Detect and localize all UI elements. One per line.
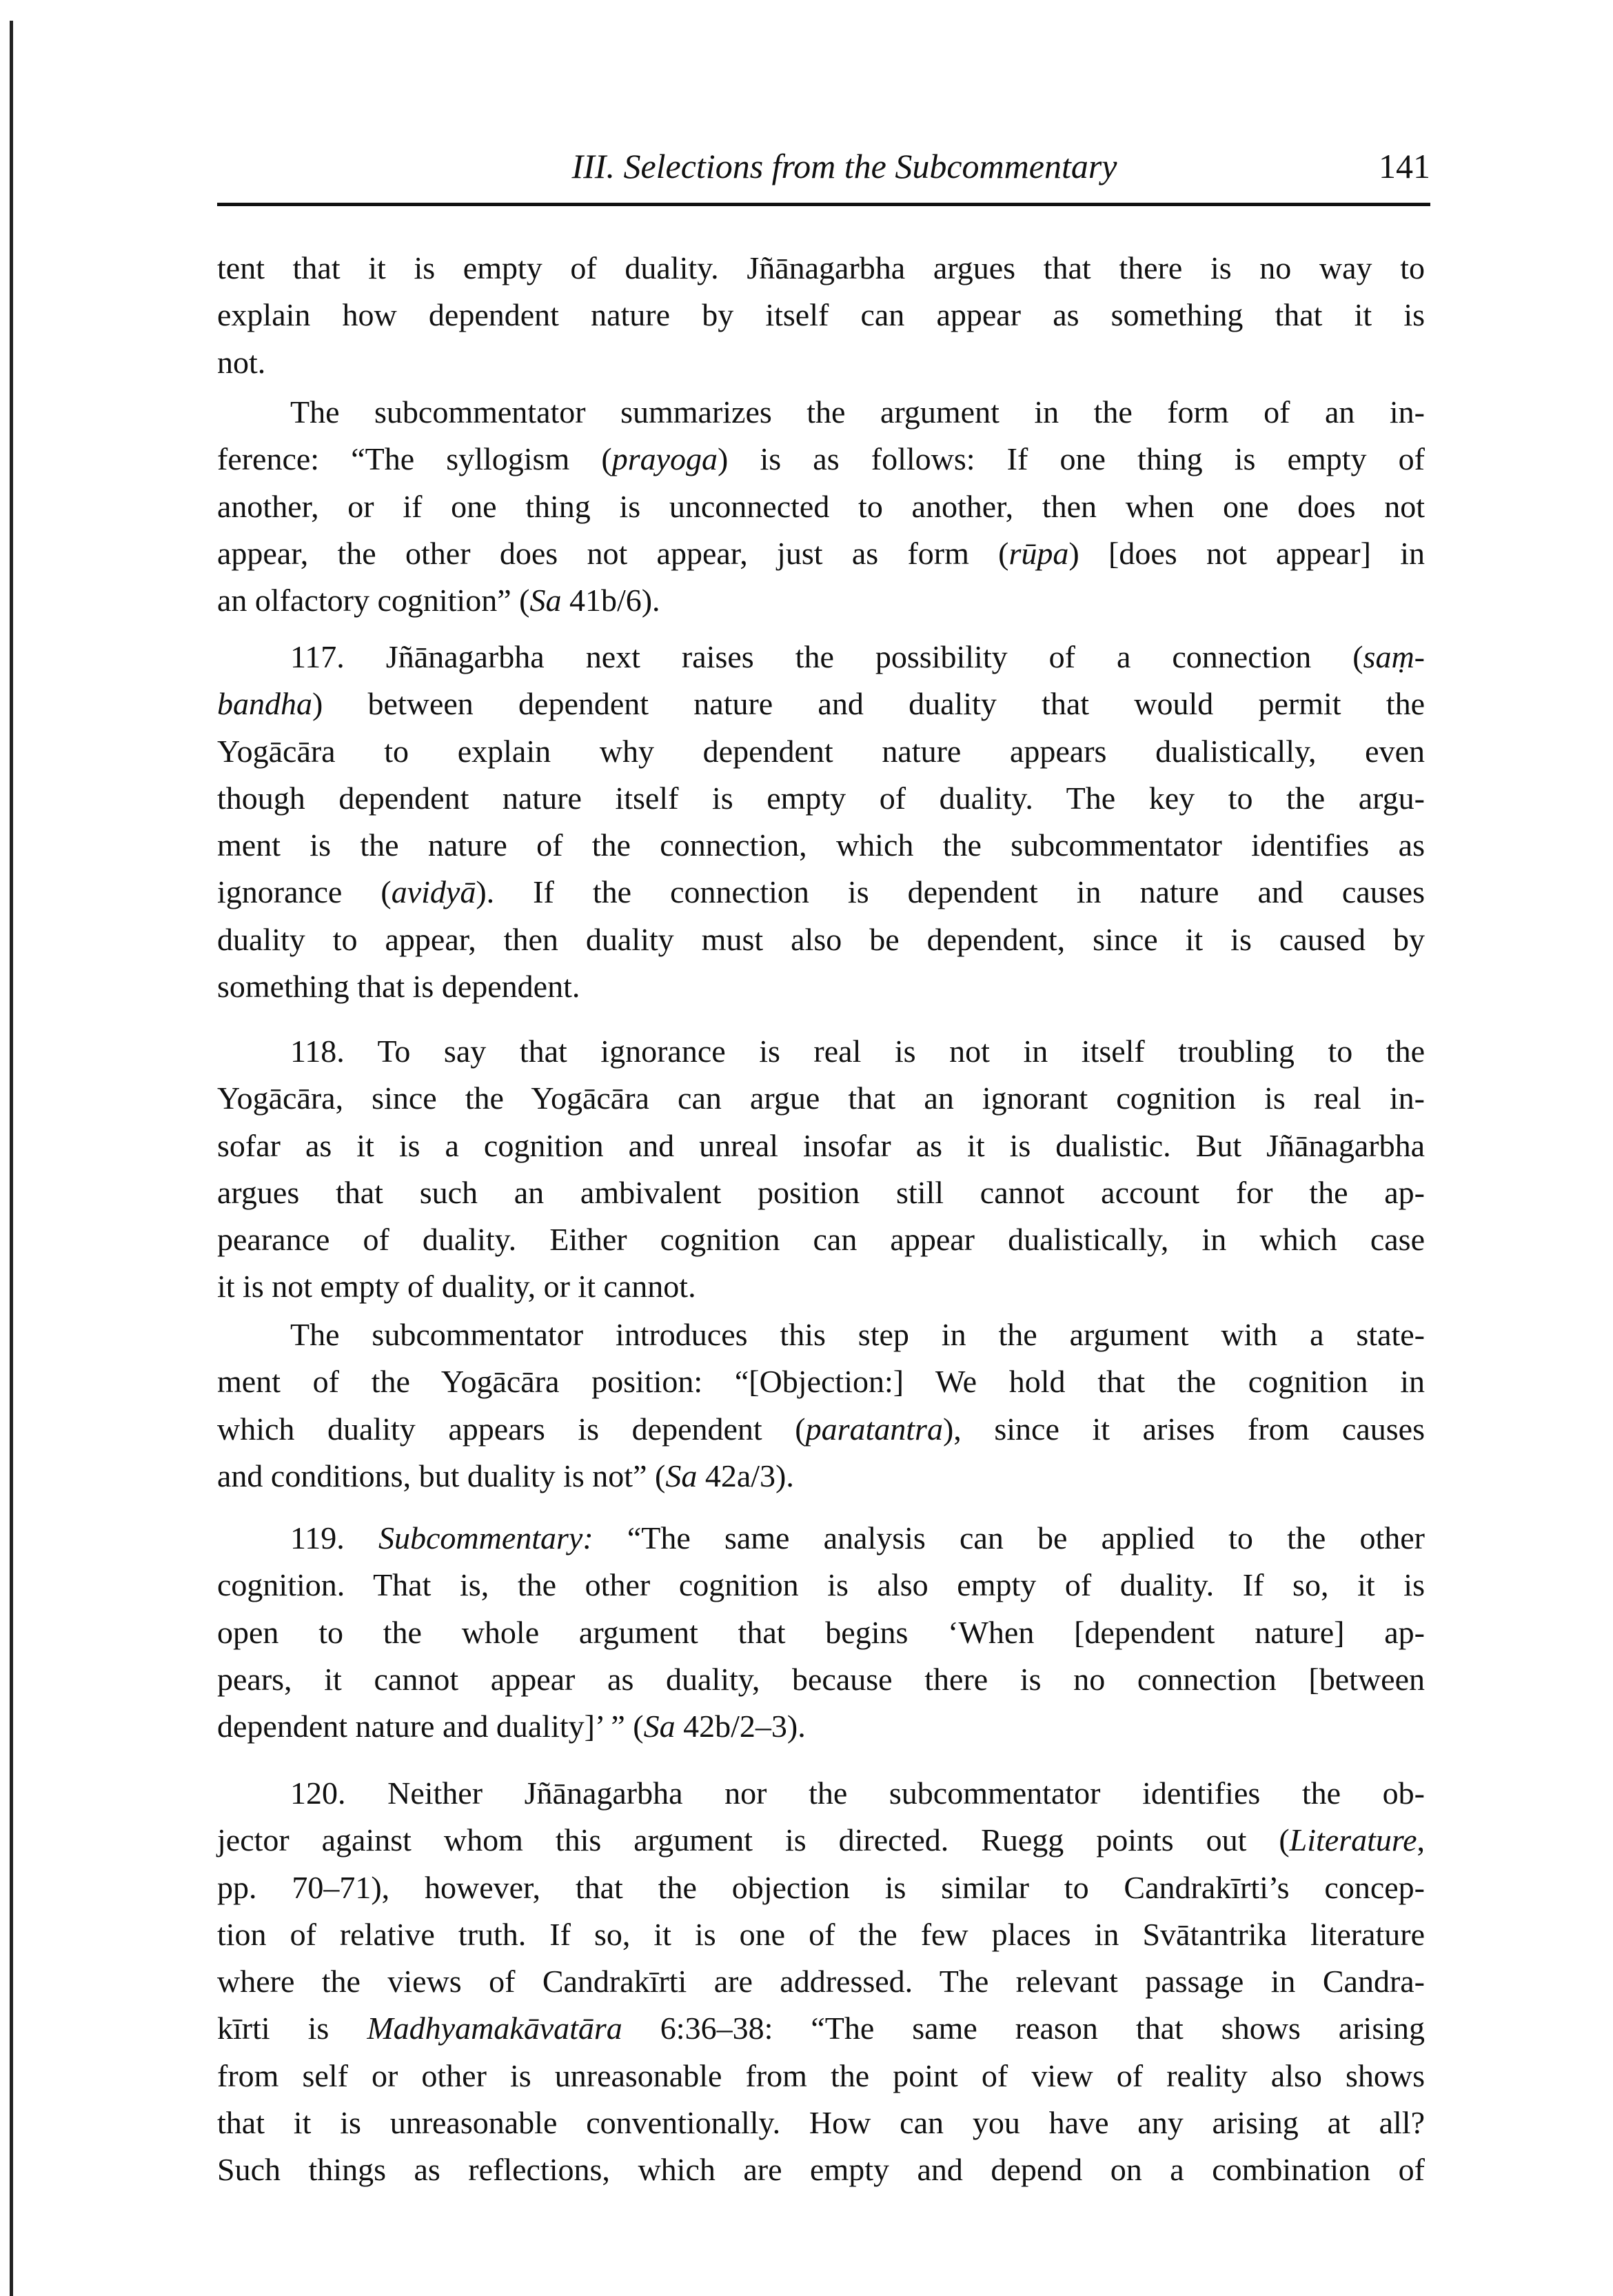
text-line	[217, 1263, 1425, 1310]
text-run: 120. Neither Jñānagarbha nor the subcommentator identifies the ob-	[290, 1775, 1425, 1811]
text-run: and conditions, but duality is not” (	[217, 1458, 666, 1493]
page-binding-edge	[10, 21, 13, 2296]
text-line	[217, 245, 1425, 292]
text-run: which duality appears is dependent (	[217, 1411, 806, 1447]
text-line	[217, 1817, 1425, 1864]
text-run: ). If the connection is dependent in nature and causes	[476, 874, 1425, 910]
text-line	[217, 1864, 1425, 1911]
text-line	[217, 916, 1425, 963]
text-run: Yogācāra to explain why dependent nature appears dualistically, even	[217, 733, 1425, 769]
text-run: Yogācāra, since the Yogācāra can argue that an ignorant cognition is real in-	[217, 1080, 1425, 1116]
italic-term: Literature	[1289, 1822, 1417, 1858]
text-run: appear, the other does not appear, just as form (	[217, 535, 1009, 571]
text-line	[217, 436, 1425, 483]
text-line	[217, 483, 1425, 530]
text-line	[217, 1358, 1425, 1405]
text-line	[217, 2146, 1425, 2193]
text-run: ), since it arises from causes	[942, 1411, 1425, 1447]
text-line	[217, 1515, 1425, 1562]
text-run: it is not empty of duality, or it cannot.	[217, 1269, 696, 1305]
italic-term: Madhyamakāvatāra	[367, 2011, 622, 2046]
text-run: ) [does not appear] in	[1068, 535, 1425, 571]
paragraph	[217, 245, 1425, 386]
text-run: ignorance (	[217, 874, 392, 910]
text-line	[217, 1562, 1425, 1609]
text-run: open to the whole argument that begins ‘When [dependent nature] ap-	[217, 1614, 1425, 1650]
text-line	[217, 292, 1425, 339]
text-run: pp. 70–71), however, that the objection is similar to Candrakīrti’s concep-	[217, 1869, 1425, 1905]
text-line	[217, 530, 1425, 577]
text-line	[217, 869, 1425, 916]
text-run: 42b/2–3).	[675, 1709, 806, 1744]
text-run: from self or other is unreasonable from the point of view of reality also shows	[217, 2057, 1425, 2093]
text-run: ) between dependent nature and duality that would permit the	[312, 686, 1425, 722]
text-line	[217, 339, 1425, 386]
text-run: argues that such an ambivalent position still cannot account for the ap-	[217, 1174, 1425, 1210]
text-run: pears, it cannot appear as duality, because there is no connection [between	[217, 1661, 1425, 1697]
text-run: Such things as reflections, which are empty and depend on a combination of	[217, 2152, 1425, 2188]
paragraph	[217, 634, 1425, 1010]
text-run: not.	[217, 344, 266, 380]
text-run: ment is the nature of the connection, which the subcommentator identifies as	[217, 827, 1425, 863]
text-run: where the views of Candrakīrti are addressed. The relevant passage in Candra-	[217, 1964, 1425, 2000]
text-run: ,	[1417, 1822, 1425, 1858]
text-run: The subcommentator introduces this step in the argument with a state-	[290, 1317, 1425, 1352]
italic-term: Sa	[643, 1709, 676, 1744]
text-run: “The same analysis can be applied to the other	[593, 1520, 1425, 1555]
text-line	[217, 963, 1425, 1010]
text-line	[217, 1609, 1425, 1656]
text-run: cognition. That is, the other cognition is also empty of duality. If so, it is	[217, 1567, 1425, 1603]
italic-term: prayoga	[611, 441, 718, 477]
text-run: ) is as follows: If one thing is empty of	[718, 441, 1425, 477]
text-line	[217, 775, 1425, 822]
text-run: that it is unreasonable conventionally. How can you have any arising at all?	[217, 2105, 1425, 2141]
text-run: ference: “The syllogism (	[217, 441, 612, 477]
paragraph	[217, 1028, 1425, 1311]
text-line	[217, 1703, 1425, 1750]
text-line	[217, 2099, 1425, 2146]
text-line	[217, 1169, 1425, 1216]
text-run: jector against whom this argument is directed. Ruegg points out (	[217, 1822, 1290, 1858]
text-line	[217, 728, 1425, 775]
chapter-title: III. Selections from the Subcommentary	[571, 147, 1117, 185]
text-run: an olfactory cognition” (	[217, 583, 530, 618]
text-line	[217, 1770, 1425, 1817]
text-line	[217, 1911, 1425, 1958]
text-line	[217, 2053, 1425, 2099]
italic-term: paratantra	[805, 1411, 943, 1447]
paragraph	[217, 389, 1425, 624]
italic-term: avidyā	[391, 874, 476, 910]
text-run: explain how dependent nature by itself can appear as something that it is	[217, 297, 1425, 333]
italic-term: Sa	[529, 583, 562, 618]
text-line	[217, 1075, 1425, 1122]
text-line	[217, 1958, 1425, 2005]
text-line	[217, 1311, 1425, 1358]
text-run: sofar as it is a cognition and unreal insofar as it is dualistic. But Jñānagarbha	[217, 1127, 1425, 1163]
italic-term: rūpa	[1008, 535, 1069, 571]
text-line	[217, 1122, 1425, 1169]
text-run: another, or if one thing is unconnected to another, then when one does not	[217, 488, 1425, 524]
text-line	[217, 681, 1425, 727]
paragraph	[217, 1515, 1425, 1750]
text-line	[217, 1453, 1425, 1500]
text-run: 117. Jñānagarbha next raises the possibility of a connection (	[290, 639, 1363, 674]
text-line	[217, 1406, 1425, 1453]
text-line	[217, 1028, 1425, 1075]
text-run: 6:36–38: “The same reason that shows arising	[622, 2011, 1425, 2046]
header-rule	[217, 203, 1430, 206]
italic-term: Sa	[665, 1458, 698, 1493]
italic-term: saṃ-	[1363, 639, 1425, 674]
paragraph	[217, 1770, 1425, 2194]
text-line	[217, 1656, 1425, 1703]
text-run: 119.	[290, 1520, 378, 1555]
running-head	[217, 146, 1430, 194]
text-line	[217, 822, 1425, 869]
text-run: 42a/3).	[697, 1458, 794, 1493]
text-run: though dependent nature itself is empty of duality. The key to the argu-	[217, 780, 1425, 816]
text-run: 41b/6).	[561, 583, 660, 618]
text-run: 118. To say that ignorance is real is not in itself troubling to the	[290, 1034, 1425, 1069]
text-run: kīrti is	[217, 2011, 367, 2046]
text-run: tent that it is empty of duality. Jñānagarbha argues that there is no way to	[217, 250, 1425, 285]
text-run: The subcommentator summarizes the argument in the form of an in-	[290, 394, 1425, 430]
text-line	[217, 1216, 1425, 1263]
text-run: tion of relative truth. If so, it is one of the few places in Svātantrika literature	[217, 1916, 1425, 1952]
page-number: 141	[1379, 147, 1430, 185]
text-line	[217, 577, 1425, 624]
italic-term: Subcommentary:	[378, 1520, 594, 1555]
text-run: dependent nature and duality]’ ” (	[217, 1709, 644, 1744]
text-run: duality to appear, then duality must also be dependent, since it is caused by	[217, 921, 1425, 957]
text-line	[217, 389, 1425, 436]
text-run: pearance of duality. Either cognition can appear dualistically, in which case	[217, 1222, 1425, 1258]
text-line	[217, 2005, 1425, 2052]
text-line	[217, 634, 1425, 681]
paragraph	[217, 1311, 1425, 1500]
text-run: something that is dependent.	[217, 969, 580, 1005]
italic-term: bandha	[217, 686, 312, 722]
text-run: ment of the Yogācāra position: “[Objection:] We hold that the cognition in	[217, 1364, 1425, 1400]
